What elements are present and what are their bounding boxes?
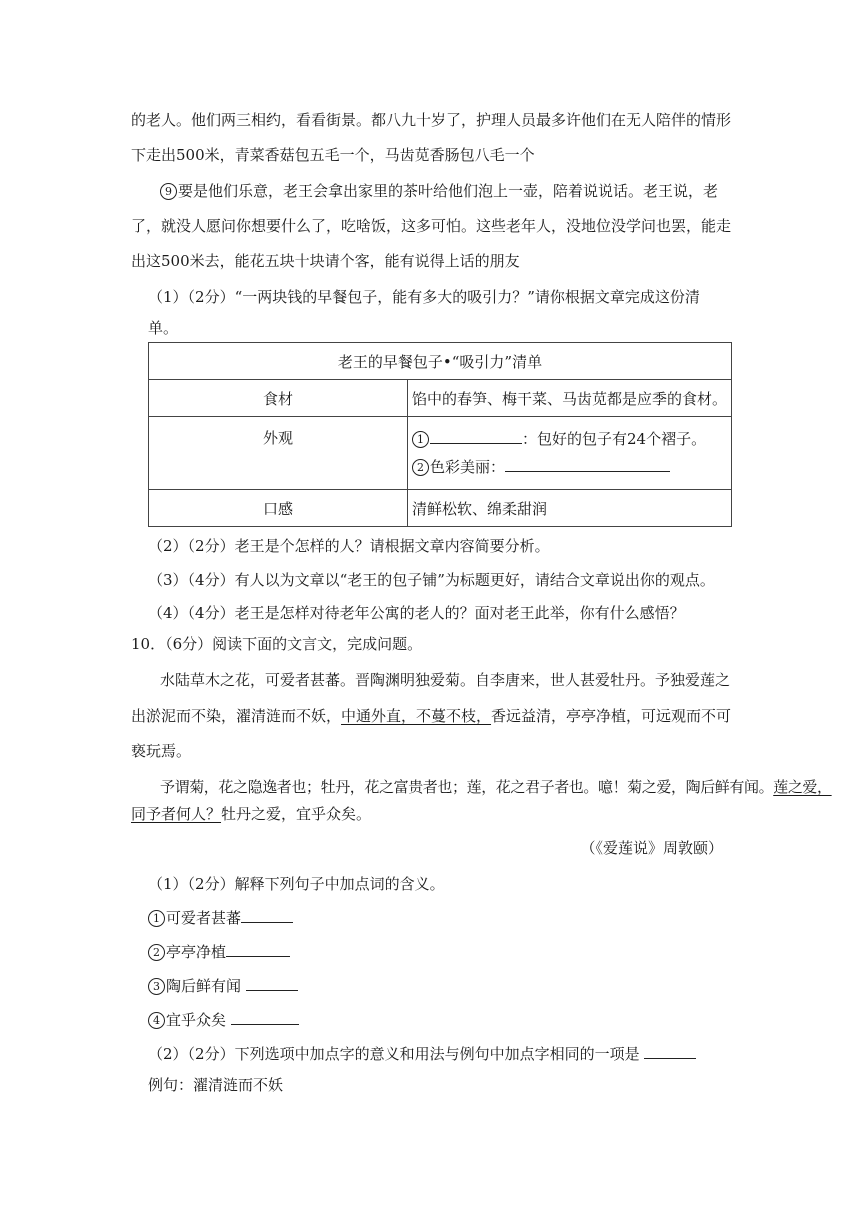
classical-text-line [131,706,731,726]
vocab-item [148,1010,299,1030]
passage-line: 的老人。他们两三相约，看看街景。都八九十岁了，护理人员最多许他们在无人陪伴的情形 [131,111,732,129]
circled-number: 1 [148,910,165,927]
classical-text-line: 水陆草木之花，可爱者甚蕃。晋陶渊明独爱菊。自李唐来，世人甚爱牡丹。予独爱莲之 [160,671,731,689]
sub-question-2 [148,1044,696,1064]
classical-text-line [131,804,371,824]
table-title: 老王的早餐包子•“吸引力”清单 [149,343,732,380]
text-segment: 香远益清，亭亭净植，可远观而不可 [491,707,732,725]
circled-number: 1 [412,431,429,448]
answer-blank[interactable] [231,1010,299,1025]
question-1-cont: 单。 [148,319,179,337]
classical-text-line [160,777,832,797]
circled-number: 4 [148,1012,165,1029]
answer-blank[interactable] [505,457,670,472]
item-text: 宜乎众矣 [166,1011,231,1029]
passage-line: 出这500米去，能花五块十块请个客，能有说得上话的朋友 [131,252,520,270]
circled-number: 2 [412,459,429,476]
underlined-text: 莲之爱， [773,778,832,796]
question-1: （1）（2分）“一两块钱的早餐包子，能有多大的吸引力？”请你根据文章完成这份清 [148,288,700,306]
item-text: 陶后鲜有闻 [166,977,246,995]
passage-line: 下走出500米，青菜香菇包五毛一个，马齿苋香肠包八毛一个 [131,146,535,164]
row-text: 色彩美丽： [430,458,506,476]
row-content: 清鲜松软、绵柔甜润 [408,490,732,527]
circled-number: 9 [160,183,177,200]
sub-question-1: （1）（2分）解释下列句子中加点词的含义。 [148,875,445,893]
question-3: （3）（4分）有人以为文章以“老王的包子铺”为标题更好，请结合文章说出你的观点。 [148,571,715,589]
table-row [149,490,732,527]
source-citation: （《爱莲说》周敦颐） [580,839,723,857]
answer-blank[interactable] [644,1044,696,1059]
text-segment: 予谓菊，花之隐逸者也；牡丹，花之富贵者也；莲，花之君子者也。噫！菊之爱，陶后鲜有闻。 [160,778,774,796]
example-sentence: 例句：濯清涟而不妖 [148,1076,284,1094]
classical-text-line: 亵玩焉。 [131,742,192,760]
table-row [149,417,732,490]
question-4: （4）（4分）老王是怎样对待老年公寓的老人的？面对老王此举，你有什么感悟？ [148,604,685,622]
vocab-item [148,908,293,928]
question-text: （2）（2分）下列选项中加点字的意义和用法与例句中加点字相同的一项是 [148,1045,645,1063]
answer-blank[interactable] [430,429,522,444]
item-text: 亭亭净植 [166,943,227,961]
question-10-header: 10．（6分）阅读下面的文言文，完成问题。 [131,635,423,653]
answer-blank[interactable] [241,908,293,923]
table-row [149,380,732,417]
row-content: 馅中的春笋、梅干菜、马齿苋都是应季的食材。 [408,380,732,417]
vocab-item [148,942,290,962]
passage-text: 要是他们乐意，老王会拿出家里的茶叶给他们泡上一壶，陪着说说话。老王说，老 [178,182,719,200]
passage-line: 了，就没人愿问你想要什么了，吃啥饭，这多可怕。这些老年人，没地位没学问也罢，能走 [131,217,732,235]
circled-number: 3 [148,978,165,995]
underlined-text: 同予者何人？ [131,805,222,823]
item-text: 可爱者甚蕃 [166,909,242,927]
paragraph-9 [160,181,718,201]
row-label: 口感 [149,490,408,527]
question-2: （2）（2分）老王是个怎样的人？请根据文章内容简要分析。 [148,537,550,555]
row-label: 食材 [149,380,408,417]
text-segment: 牡丹之爱，宜乎众矣。 [221,805,372,823]
row-text: ：包好的包子有24个褶子。 [522,430,707,448]
text-segment: 出淤泥而不染，濯清涟而不妖， [131,707,342,725]
circled-number: 2 [148,944,165,961]
vocab-item [148,976,298,996]
answer-blank[interactable] [246,976,298,991]
answer-blank[interactable] [226,942,290,957]
row-content [408,417,732,490]
underlined-text: 中通外直，不蔓不枝， [341,707,492,725]
attraction-table [148,342,732,527]
row-label: 外观 [149,417,408,490]
